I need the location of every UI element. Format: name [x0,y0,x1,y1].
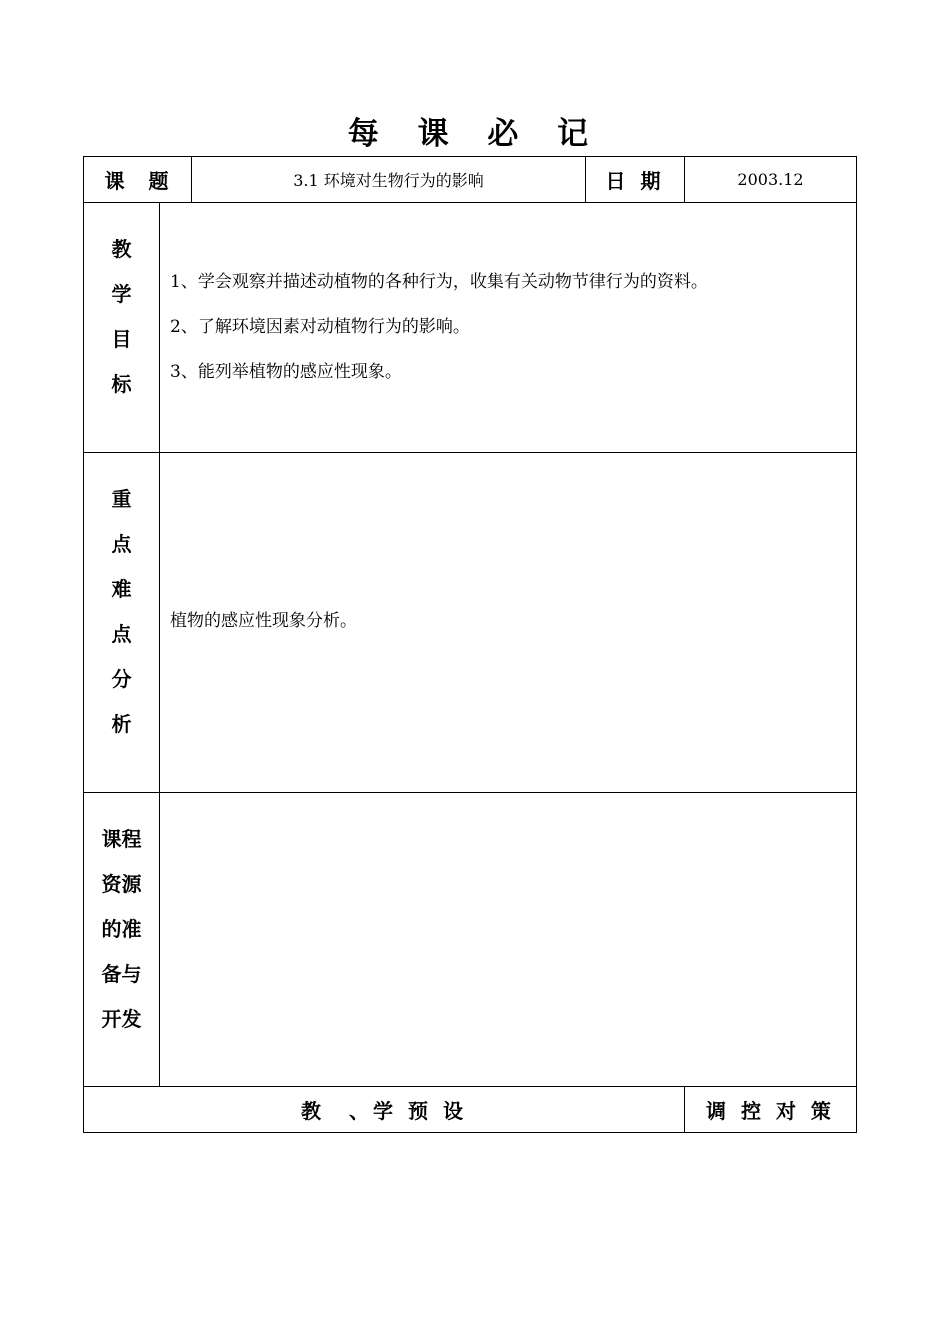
resources-label-line: 备与 [101,962,142,986]
objectives-label-char: 目 [111,327,132,351]
teaching-plan-label: 教 、学 预 设 [301,1099,467,1123]
table-border-right [856,156,857,1133]
objective-item: 1、学会观察并描述动植物的各种行为，收集有关动物节律行为的资料。 [170,272,708,292]
resources-label-line: 课程 [101,827,142,851]
objective-item: 3、能列举植物的感应性现象。 [170,362,402,382]
objectives-label-char: 学 [111,282,132,306]
key-points-label-char: 重 [111,487,132,511]
key-points-label-char: 点 [111,532,132,556]
key-points-text: 植物的感应性现象分析。 [170,611,357,631]
resources-label-line: 开发 [101,1007,142,1031]
date-value: 2003.12 [737,170,804,189]
key-points-label-char: 点 [111,622,132,646]
table-divider [159,202,160,1086]
key-points-label-char: 难 [111,577,132,601]
topic-value: 3.1 环境对生物行为的影响 [293,171,484,190]
key-points-label-char: 分 [111,667,132,691]
topic-label: 课 题 [104,169,171,193]
table-divider [83,792,857,793]
table-divider [83,202,857,203]
objective-item: 2、了解环境因素对动植物行为的影响。 [170,317,470,337]
date-label: 日 期 [605,169,665,193]
objectives-label-char: 教 [111,237,132,261]
table-border-bottom [83,1132,857,1133]
table-divider [83,452,857,453]
control-strategy-label: 调 控 对 策 [706,1099,835,1123]
key-points-label-char: 析 [111,712,132,736]
objectives-label [84,227,159,407]
key-points-label [84,477,159,747]
objectives-list [170,260,708,395]
page-title: 每 课 必 记 [347,116,603,152]
key-points-content [170,599,357,644]
objectives-label-char: 标 [111,372,132,396]
resources-label [84,817,159,1042]
resources-label-line: 的准 [101,917,142,941]
resources-label-line: 资源 [101,872,142,896]
